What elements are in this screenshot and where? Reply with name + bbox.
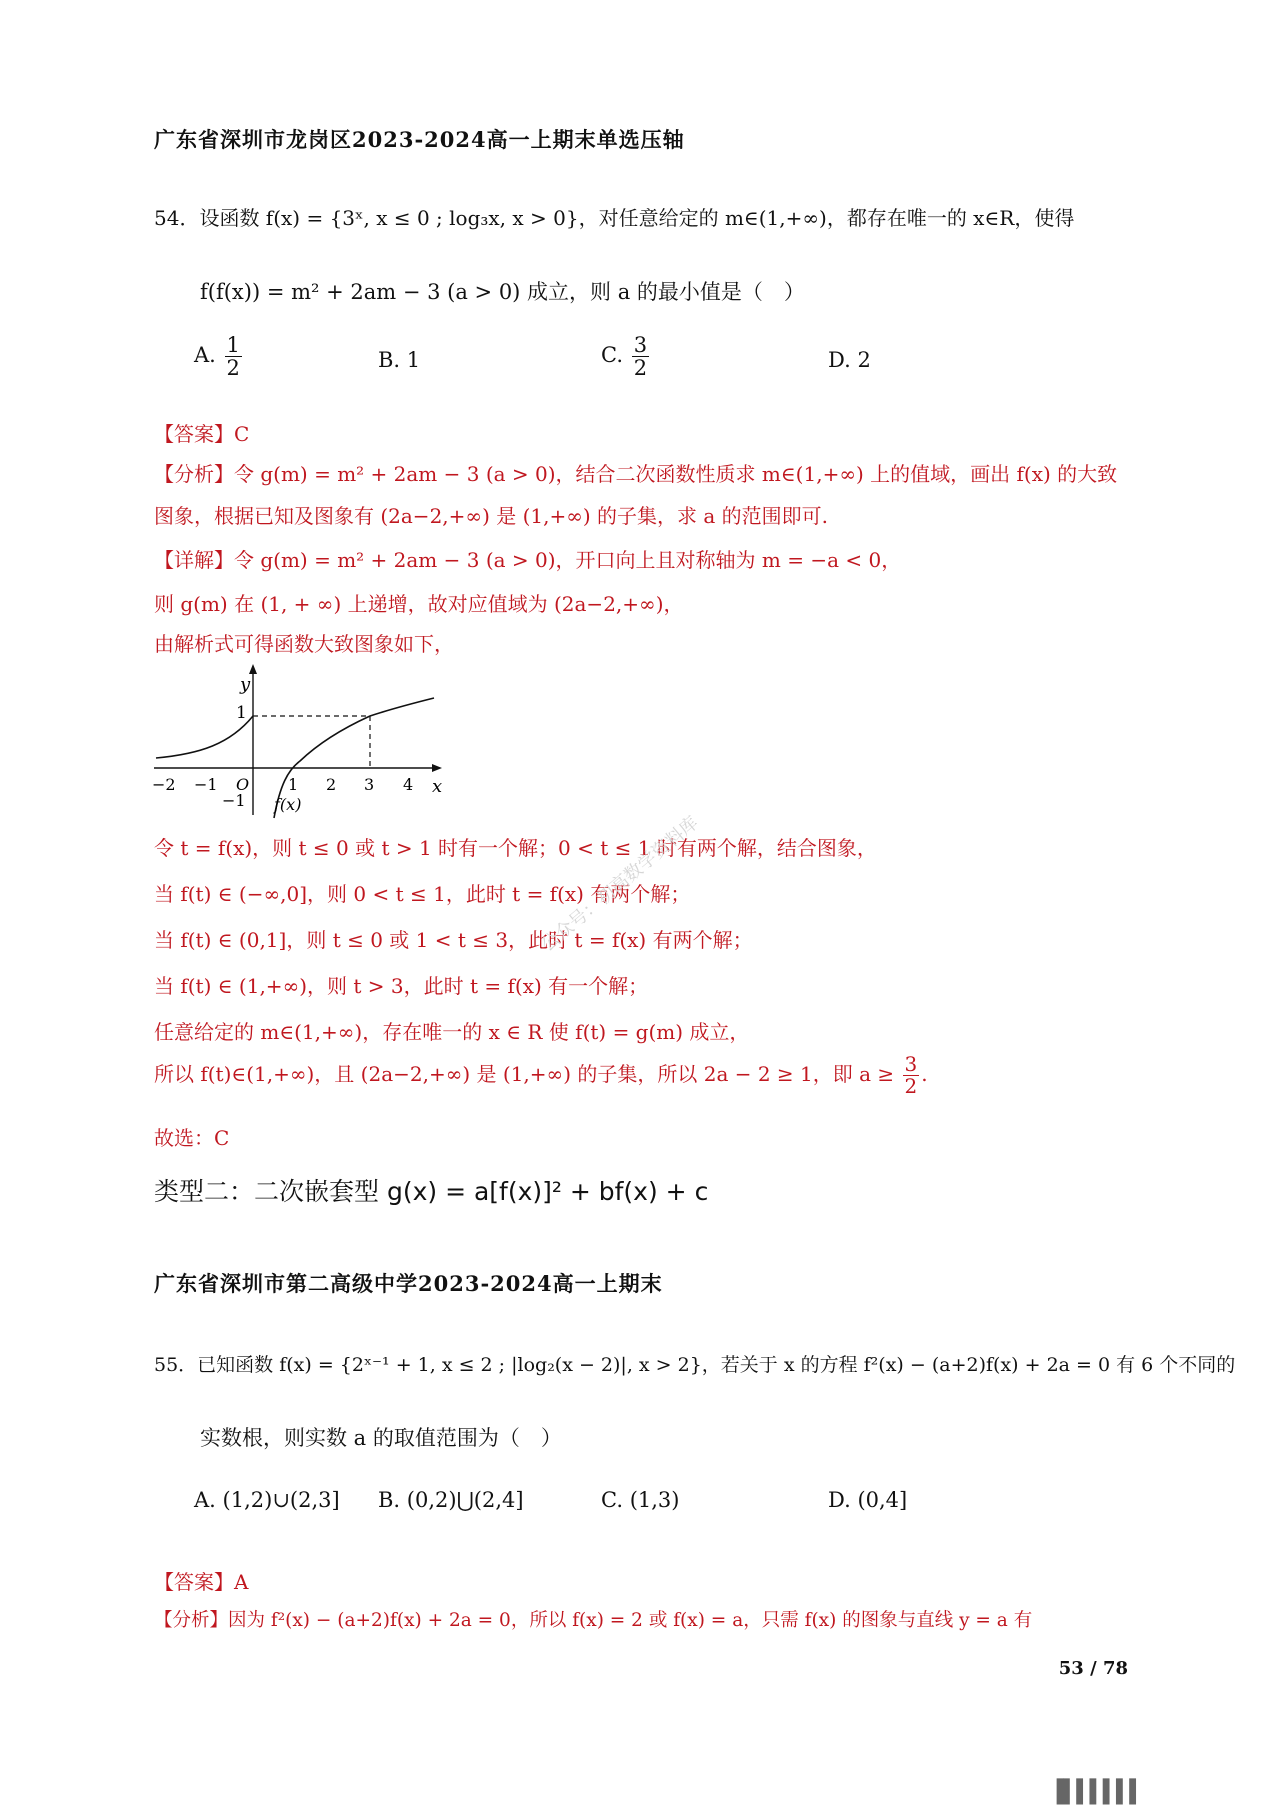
graph-y-label: y bbox=[240, 674, 251, 695]
page-number: 53 / 78 bbox=[1058, 1658, 1128, 1679]
option-d: D. 2 bbox=[828, 348, 871, 372]
detail-54-line3: 由解析式可得函数大致图象如下， bbox=[154, 632, 454, 656]
graph-label-neg-one: −1 bbox=[222, 791, 246, 810]
more-icon: ▐▌▌▌▌▌▌ bbox=[1050, 1780, 1143, 1805]
graph-x-label: x bbox=[432, 776, 443, 797]
tick-1: 1 bbox=[288, 775, 299, 794]
question-55-stem-line2: 实数根，则实数 a 的取值范围为（ ） bbox=[200, 1426, 562, 1450]
choose-54: 故选：C bbox=[154, 1126, 230, 1150]
analysis-54-line1: 【分析】令 g(m) = m² + 2am − 3 (a > 0)，结合二次函数性质求 m∈(1,+∞) 上的值域，画出 f(x) 的大致 bbox=[154, 462, 1118, 486]
reasoning-line-3: 当 f(t) ∈ (0,1]，则 t ≤ 0 或 1 < t ≤ 3，此时 t = f(x) 有两个解； bbox=[154, 928, 753, 952]
question-54-stem-line2: f(f(x)) = m² + 2am − 3 (a > 0) 成立，则 a 的最小值是（ ） bbox=[200, 280, 805, 304]
section-header: 广东省深圳市龙岗区2023-2024高一上期末单选压轴 bbox=[154, 127, 685, 152]
option-55-a: A. (1,2)∪(2,3] bbox=[194, 1488, 340, 1512]
answer-55: 【答案】A bbox=[154, 1570, 249, 1594]
graph-origin: O bbox=[236, 775, 250, 794]
tick-3: 3 bbox=[364, 775, 375, 794]
reasoning-line-4: 当 f(t) ∈ (1,+∞)，则 t > 3，此时 t = f(x) 有一个解； bbox=[154, 974, 649, 998]
section-header-2: 广东省深圳市第二高级中学2023-2024高一上期末 bbox=[154, 1271, 663, 1296]
final-line: 所以 f(t)∈(1,+∞)，且 (2a−2,+∞) 是 (1,+∞) 的子集，所以 2a − 2 ≥ 1，即 a ≥ $\frac{3}{2}$ . bbox=[154, 1052, 928, 1098]
analysis-54-line2: 图象，根据已知及图象有 (2a−2,+∞) 是 (1,+∞) 的子集，求 a 的范围即可. bbox=[154, 504, 829, 528]
tick-2: 2 bbox=[326, 775, 337, 794]
option-c: C. $\frac{3}{2}$ bbox=[601, 333, 648, 381]
option-55-b: B. (0,2)⋃(2,4] bbox=[378, 1488, 524, 1512]
reasoning-line-1: 令 t = f(x)，则 t ≤ 0 或 t > 1 时有一个解；0 < t ≤ 1 时有两个解，结合图象， bbox=[154, 836, 877, 860]
x-axis-arrow bbox=[432, 764, 442, 772]
option-b: B. 1 bbox=[378, 348, 421, 372]
reasoning-line-2: 当 f(t) ∈ (−∞,0]，则 0 < t ≤ 1，此时 t = f(x) 有两个解； bbox=[154, 882, 691, 906]
reasoning-line-5: 任意给定的 m∈(1,+∞)，存在唯一的 x ∈ R 使 f(t) = g(m) 成立， bbox=[154, 1020, 750, 1044]
watermark: 公众号：初高数学资料库 bbox=[537, 812, 703, 956]
option-55-c: C. (1,3) bbox=[601, 1488, 680, 1512]
type2-heading: 类型二：二次嵌套型 g(x) = a[f(x)]² + bf(x) + c bbox=[154, 1177, 709, 1206]
graph-label-one: 1 bbox=[236, 703, 247, 723]
detail-54-line2: 则 g(m) 在 (1, + ∞) 上递增，故对应值域为 (2a−2,+∞)， bbox=[154, 592, 684, 616]
tick-neg1: −1 bbox=[194, 775, 218, 794]
graph-curve-label: f(x) bbox=[274, 795, 302, 814]
question-55-stem-line1: 55．已知函数 f(x) = {2ˣ⁻¹ + 1, x ≤ 2 ; |log₂(x − 2)|, x > 2}，若关于 x 的方程 f²(x) − (a+2)f(x) + 2a = 0 有 6 个不同的 bbox=[154, 1354, 1236, 1376]
analysis-55-line1: 【分析】因为 f²(x) − (a+2)f(x) + 2a = 0，所以 f(x) = 2 或 f(x) = a，只需 f(x) 的图象与直线 y = a 有 bbox=[154, 1610, 1033, 1631]
question-54-stem-line1: 54．设函数 f(x) = {3ˣ, x ≤ 0 ; log₃x, x > 0}，对任意给定的 m∈(1,+∞)，都存在唯一的 x∈R，使得 bbox=[154, 206, 1075, 230]
option-55-d: D. (0,4] bbox=[828, 1488, 908, 1512]
detail-54-line1: 【详解】令 g(m) = m² + 2am − 3 (a > 0)，开口向上且对称轴为 m = −a < 0， bbox=[154, 548, 902, 572]
option-a: A. $\frac{1}{2}$ bbox=[194, 333, 240, 381]
tick-neg2: −2 bbox=[152, 775, 176, 794]
function-graph bbox=[150, 660, 450, 820]
y-axis-arrow bbox=[249, 664, 257, 674]
answer-54: 【答案】C bbox=[154, 422, 250, 446]
tick-4: 4 bbox=[403, 775, 414, 794]
